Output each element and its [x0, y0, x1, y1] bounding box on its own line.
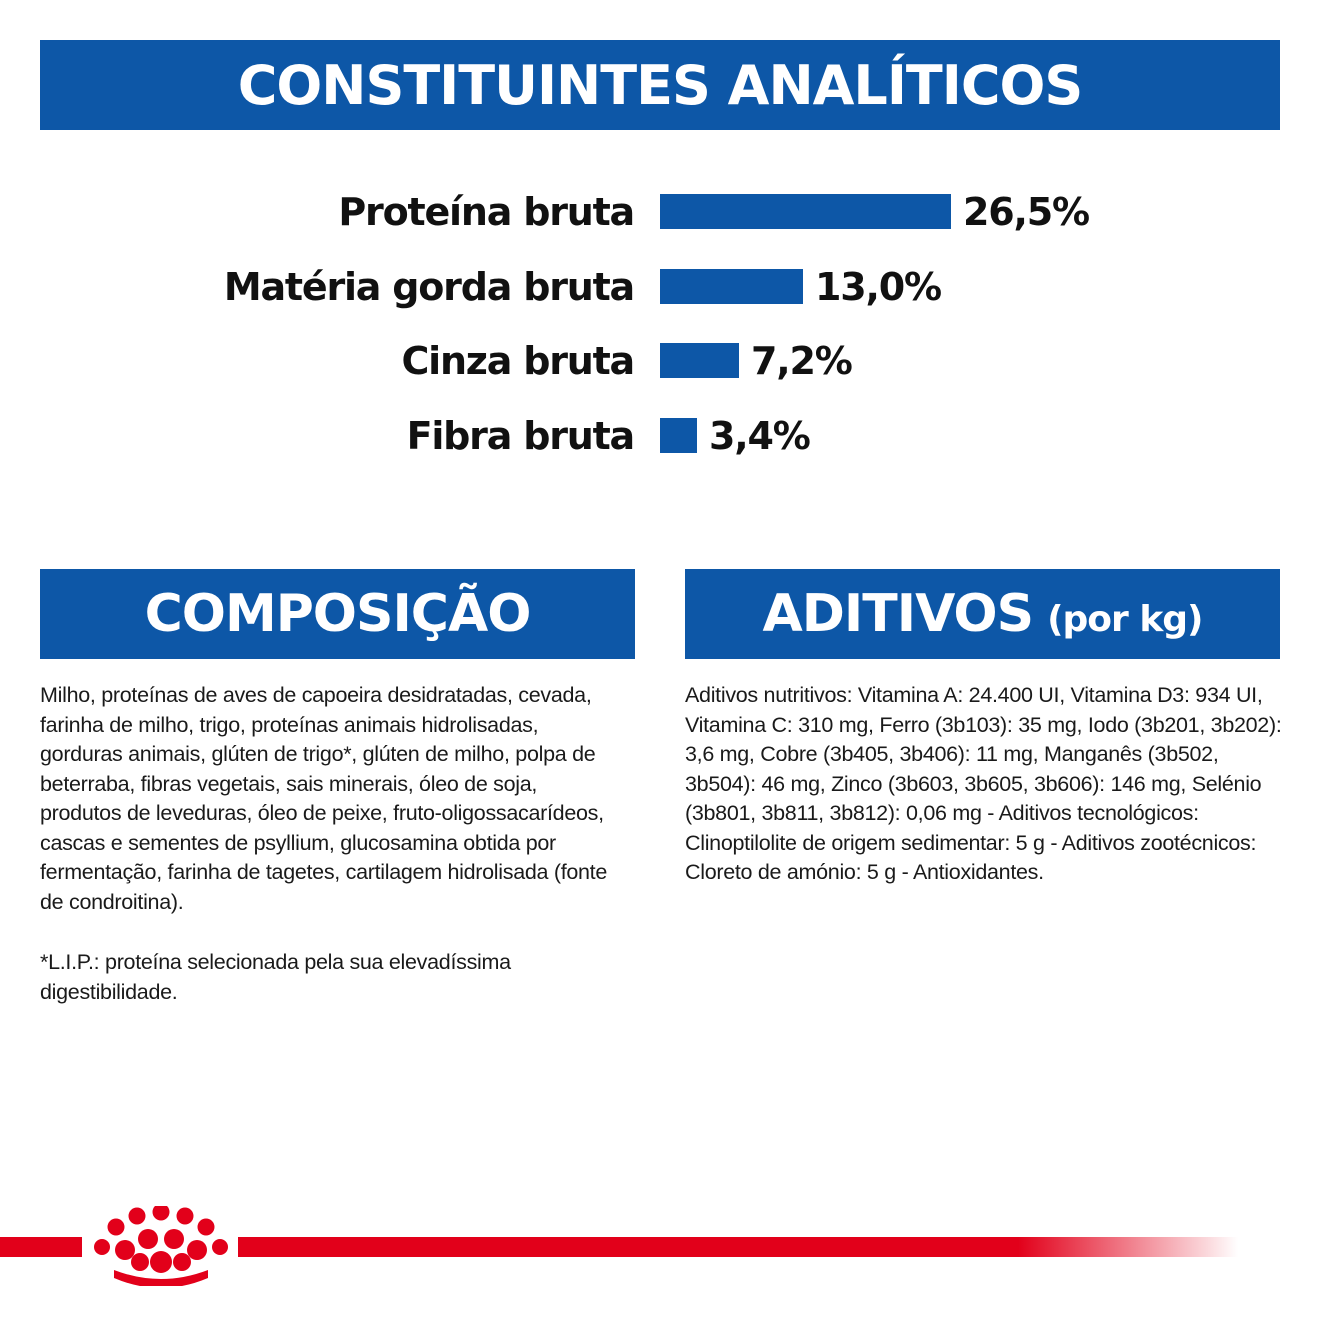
composition-header: [40, 569, 635, 659]
chart-value-label: 26,5%: [963, 190, 1089, 234]
chart-bar: [660, 418, 697, 453]
composition-footnote: *L.I.P.: proteína selecionada pela sua elevadíssima digestibilidade.: [40, 950, 511, 1004]
chart-value-label: 7,2%: [751, 339, 852, 383]
chart-bar: [660, 194, 951, 229]
additives-subtitle: (por kg): [1047, 598, 1203, 640]
analytics-title: CONSTITUINTES ANALÍTICOS: [237, 53, 1083, 117]
chart-category-label: Cinza bruta: [401, 339, 634, 383]
footer-red-line-right: [238, 1237, 1238, 1257]
analytics-header: [40, 40, 1280, 130]
chart-bar: [660, 269, 803, 304]
chart-category-label: Fibra bruta: [406, 413, 634, 458]
chart-value-label: 3,4%: [709, 413, 810, 458]
composition-text: Milho, proteínas de aves de capoeira desidratadas, cevada, farinha de milho, trigo, proteínas animais hidrolisadas, gorduras animais, glúten de trigo*, glúten de milho, polpa de beterraba, fibras vegetais, sais minerais, óleo de soja, produtos de leveduras, óleo de peixe, fruto-oligossacarídeos, cascas e sementes de psyllium, glucosamina obtida por fermentação, farinha de tagetes, cartilagem hidrolisada (fonte de condroitina).: [40, 683, 608, 914]
crown-icon: [92, 1206, 230, 1286]
footer-red-line-left: [0, 1237, 82, 1257]
chart-bar: [660, 343, 739, 378]
additives-text: Aditivos nutritivos: Vitamina A: 24.400 UI, Vitamina D3: 934 UI, Vitamina C: 310 mg, Ferro (3b103): 35 mg, Iodo (3b201, 3b202): 3,6 mg, Cobre (3b405, 3b406): 11 mg, Manganês (3b502, 3b504): 46 mg, Zinco (3b603, 3b605, 3b606): 146 mg, Selénio (3b801, 3b811, 3b812): 0,06 mg - Aditivos tecnológicos: Clinoptilolite de origem sedimentar: 5 g - Aditivos zootécnicos: Cloreto de amónio: 5 g - Antioxidantes.: [685, 683, 1282, 884]
chart-category-label: Proteína bruta: [338, 190, 634, 234]
chart-row: [0, 336, 1320, 386]
chart-row: [0, 262, 1320, 312]
additives-header: [685, 569, 1280, 659]
chart-category-label: Matéria gorda bruta: [223, 264, 634, 309]
chart-row: [0, 187, 1320, 237]
chart-row: [0, 411, 1320, 461]
composition-title: COMPOSIÇÃO: [144, 584, 531, 644]
chart-value-label: 13,0%: [815, 264, 941, 309]
additives-title: ADITIVOS: [762, 584, 1034, 644]
